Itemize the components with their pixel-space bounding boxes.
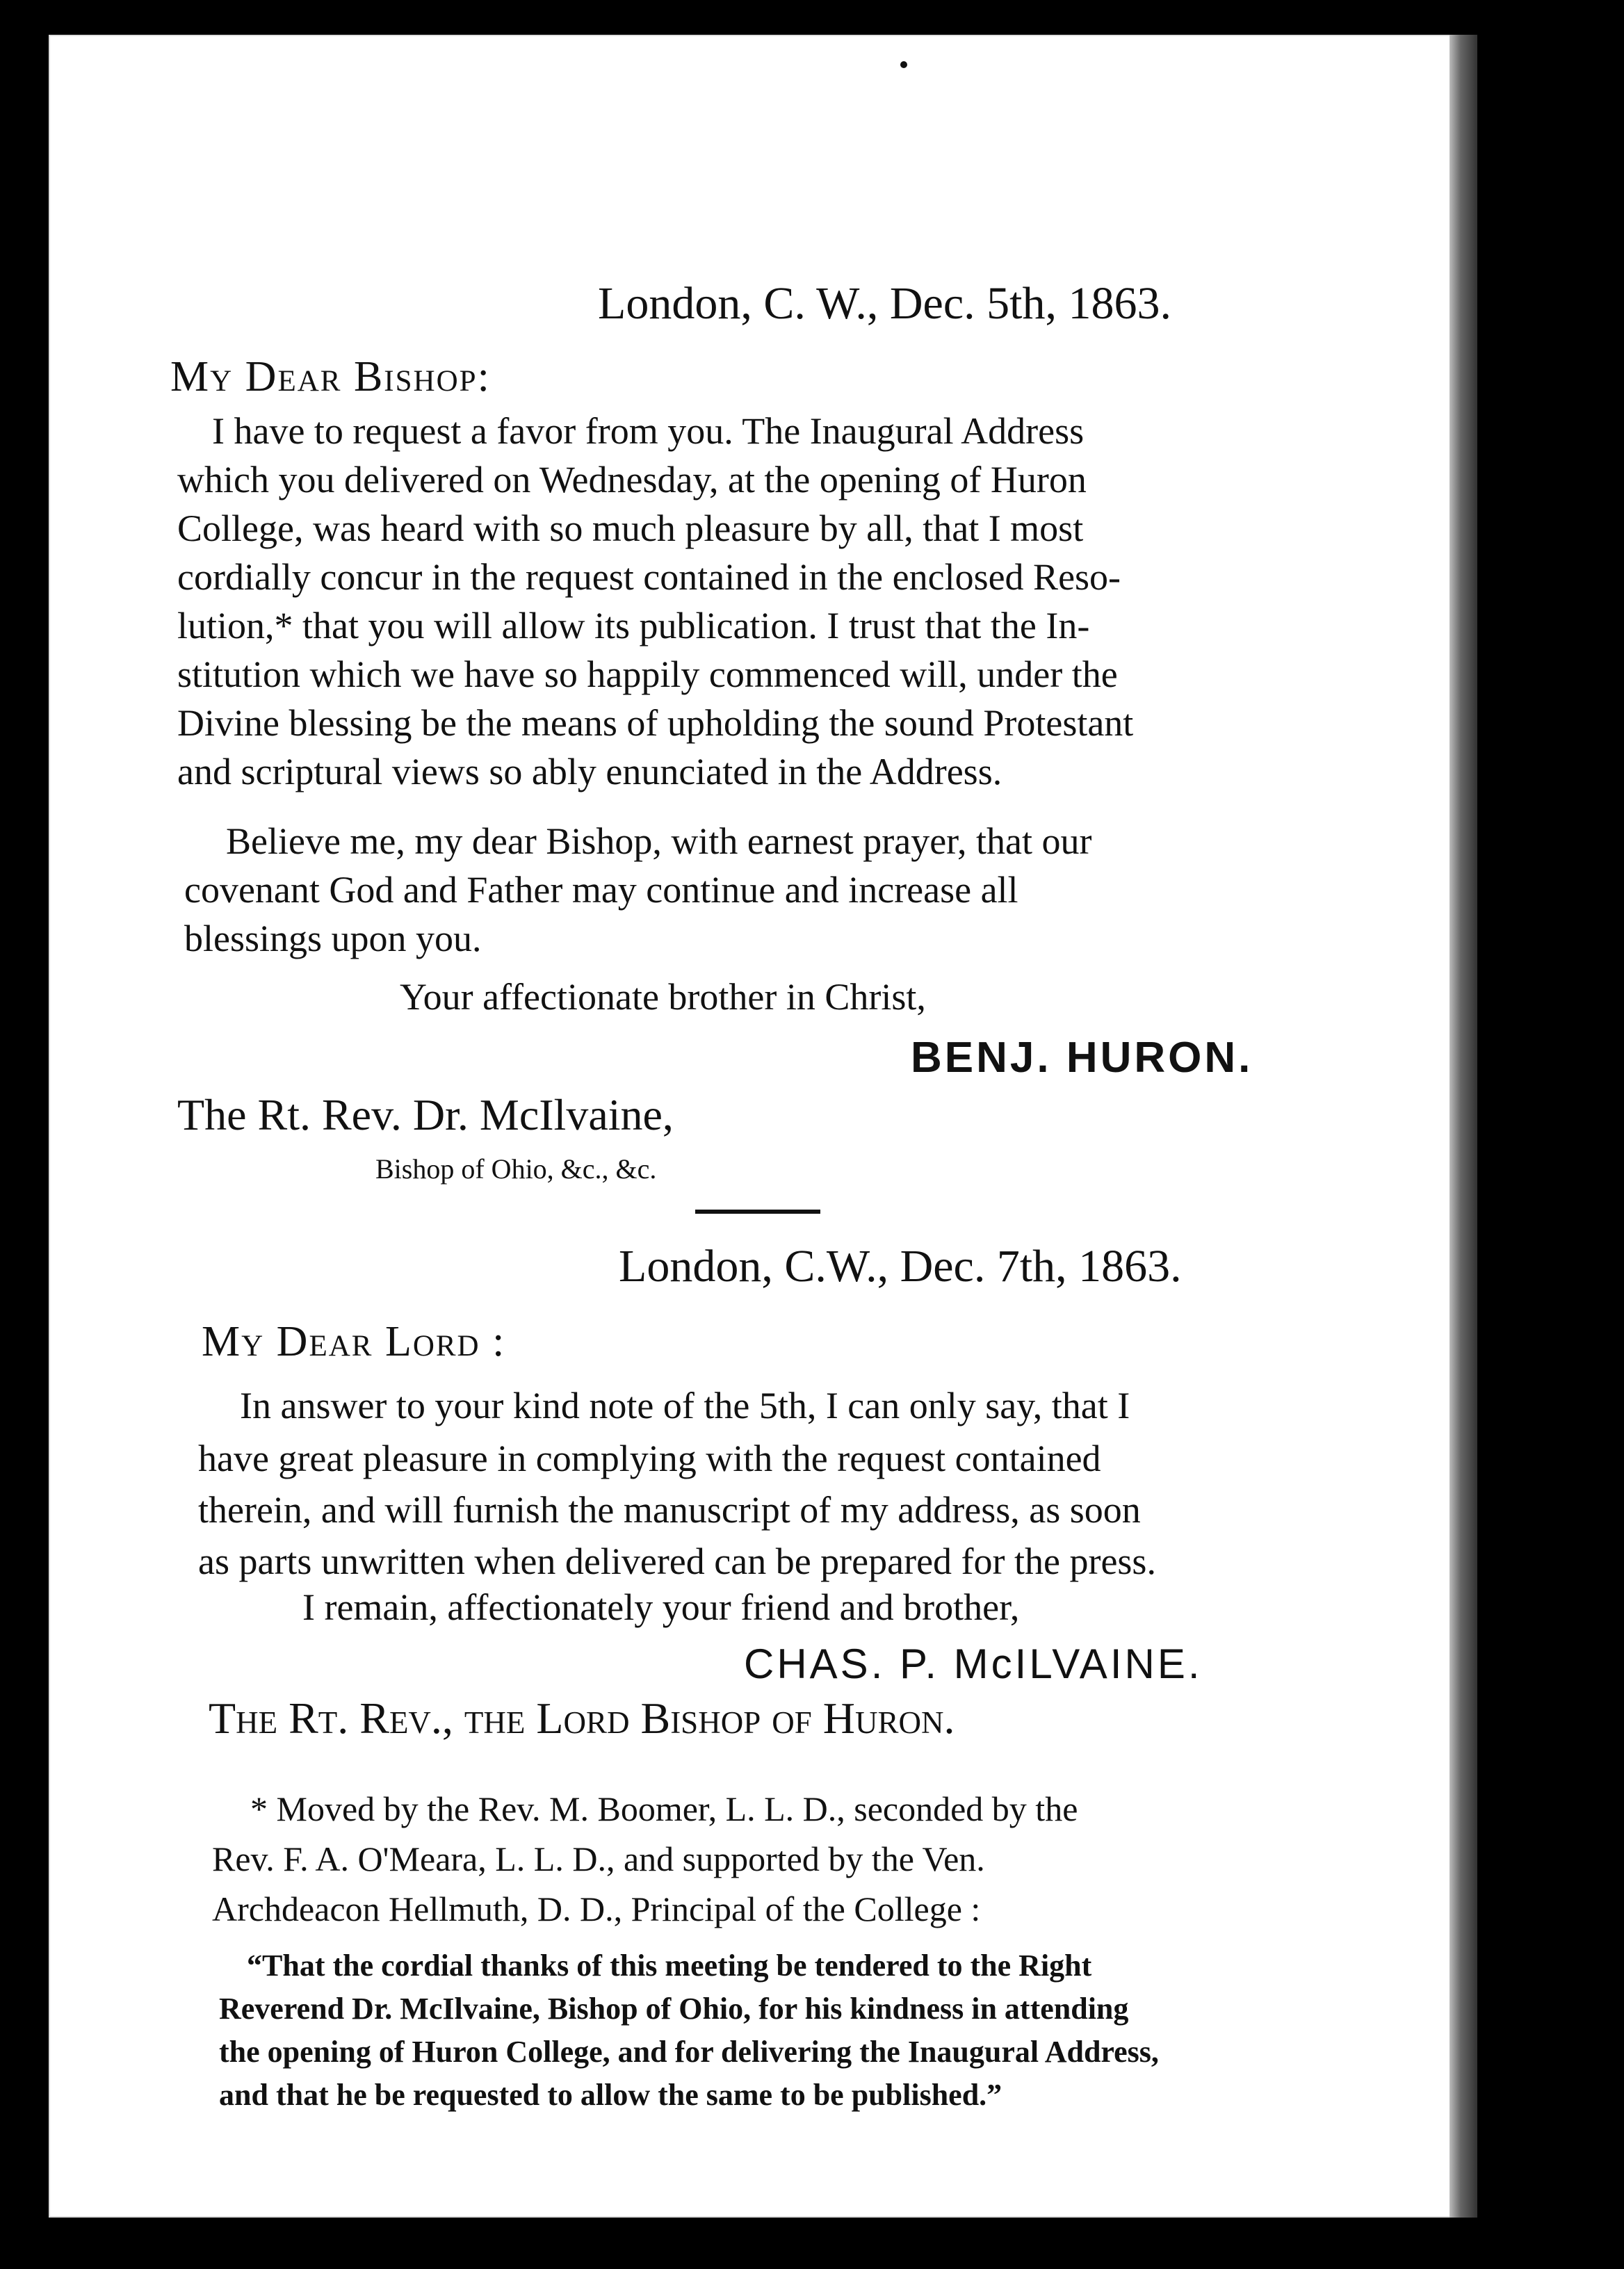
- footnote-line-1: * Moved by the Rev. M. Boomer, L. L. D., seconded by the: [250, 1789, 1078, 1828]
- footnote-line-3: Archdeacon Hellmuth, D. D., Principal of the College :: [212, 1889, 981, 1928]
- letter1-line-10: covenant God and Father may continue and increase all: [184, 869, 1018, 911]
- letter2-salutation: My Dear Lord :: [202, 1318, 506, 1365]
- resolution-quote-line-3: the opening of Huron College, and for delivering the Inaugural Address,: [219, 2035, 1159, 2069]
- letter2-addressee: The Rt. Rev., the Lord Bishop of Huron.: [209, 1693, 955, 1743]
- letter1-line-5: lution,* that you will allow its publication. I trust that the In-: [177, 605, 1090, 646]
- letter2-date: London, C.W., Dec. 7th, 1863.: [619, 1241, 1182, 1292]
- letter1-line-11: blessings upon you.: [184, 918, 482, 959]
- letter2-line-2: have great pleasure in complying with the request contained: [198, 1438, 1101, 1479]
- letter1-line-6: stitution which we have so happily commenced will, under the: [177, 653, 1118, 695]
- scan-border: [1477, 28, 1624, 2252]
- section-divider: [695, 1210, 820, 1214]
- footnote-line-2: Rev. F. A. O'Meara, L. L. D., and supported by the Ven.: [212, 1839, 985, 1878]
- letter1-date: London, C. W., Dec. 5th, 1863.: [598, 278, 1171, 329]
- letter2-signature: CHAS. P. McILVAINE.: [744, 1641, 1203, 1687]
- speck: [900, 61, 907, 68]
- letter1-line-2: which you delivered on Wednesday, at the opening of Huron: [177, 459, 1087, 501]
- letter1-line-4: cordially concur in the request contained in the enclosed Reso-: [177, 556, 1121, 598]
- letter2-line-1: In answer to your kind note of the 5th, I can only say, that I: [240, 1385, 1130, 1426]
- resolution-quote-line-1: “That the cordial thanks of this meeting be tendered to the Right: [247, 1949, 1092, 1983]
- letter1-closing: Your affectionate brother in Christ,: [400, 976, 926, 1018]
- letter1-line-7: Divine blessing be the means of upholding the sound Protestant: [177, 702, 1134, 744]
- letter1-salutation: My Dear Bishop:: [170, 353, 491, 400]
- book-spine: [1450, 35, 1477, 2218]
- resolution-quote-line-4: and that he be requested to allow the same to be published.”: [219, 2078, 1002, 2112]
- resolution-quote-line-2: Reverend Dr. McIlvaine, Bishop of Ohio, for his kindness in attending: [219, 1992, 1129, 2026]
- letter1-addressee: The Rt. Rev. Dr. McIlvaine,: [177, 1090, 674, 1139]
- letter1-line-1: I have to request a favor from you. The Inaugural Address: [212, 410, 1085, 452]
- letter1-line-3: College, was heard with so much pleasure by all, that I most: [177, 507, 1084, 549]
- letter2-line-3: therein, and will furnish the manuscript of my address, as soon: [198, 1489, 1141, 1531]
- letter2-closing: I remain, affectionately your friend and brother,: [302, 1586, 1020, 1628]
- letter2-line-4: as parts unwritten when delivered can be prepared for the press.: [198, 1540, 1156, 1582]
- letter1-line-9: Believe me, my dear Bishop, with earnest prayer, that our: [226, 820, 1092, 862]
- letter1-signature: BENJ. HURON.: [911, 1034, 1253, 1082]
- letter1-addressee-title: Bishop of Ohio, &c., &c.: [375, 1153, 657, 1185]
- letter1-line-8: and scriptural views so ably enunciated in the Address.: [177, 751, 1002, 792]
